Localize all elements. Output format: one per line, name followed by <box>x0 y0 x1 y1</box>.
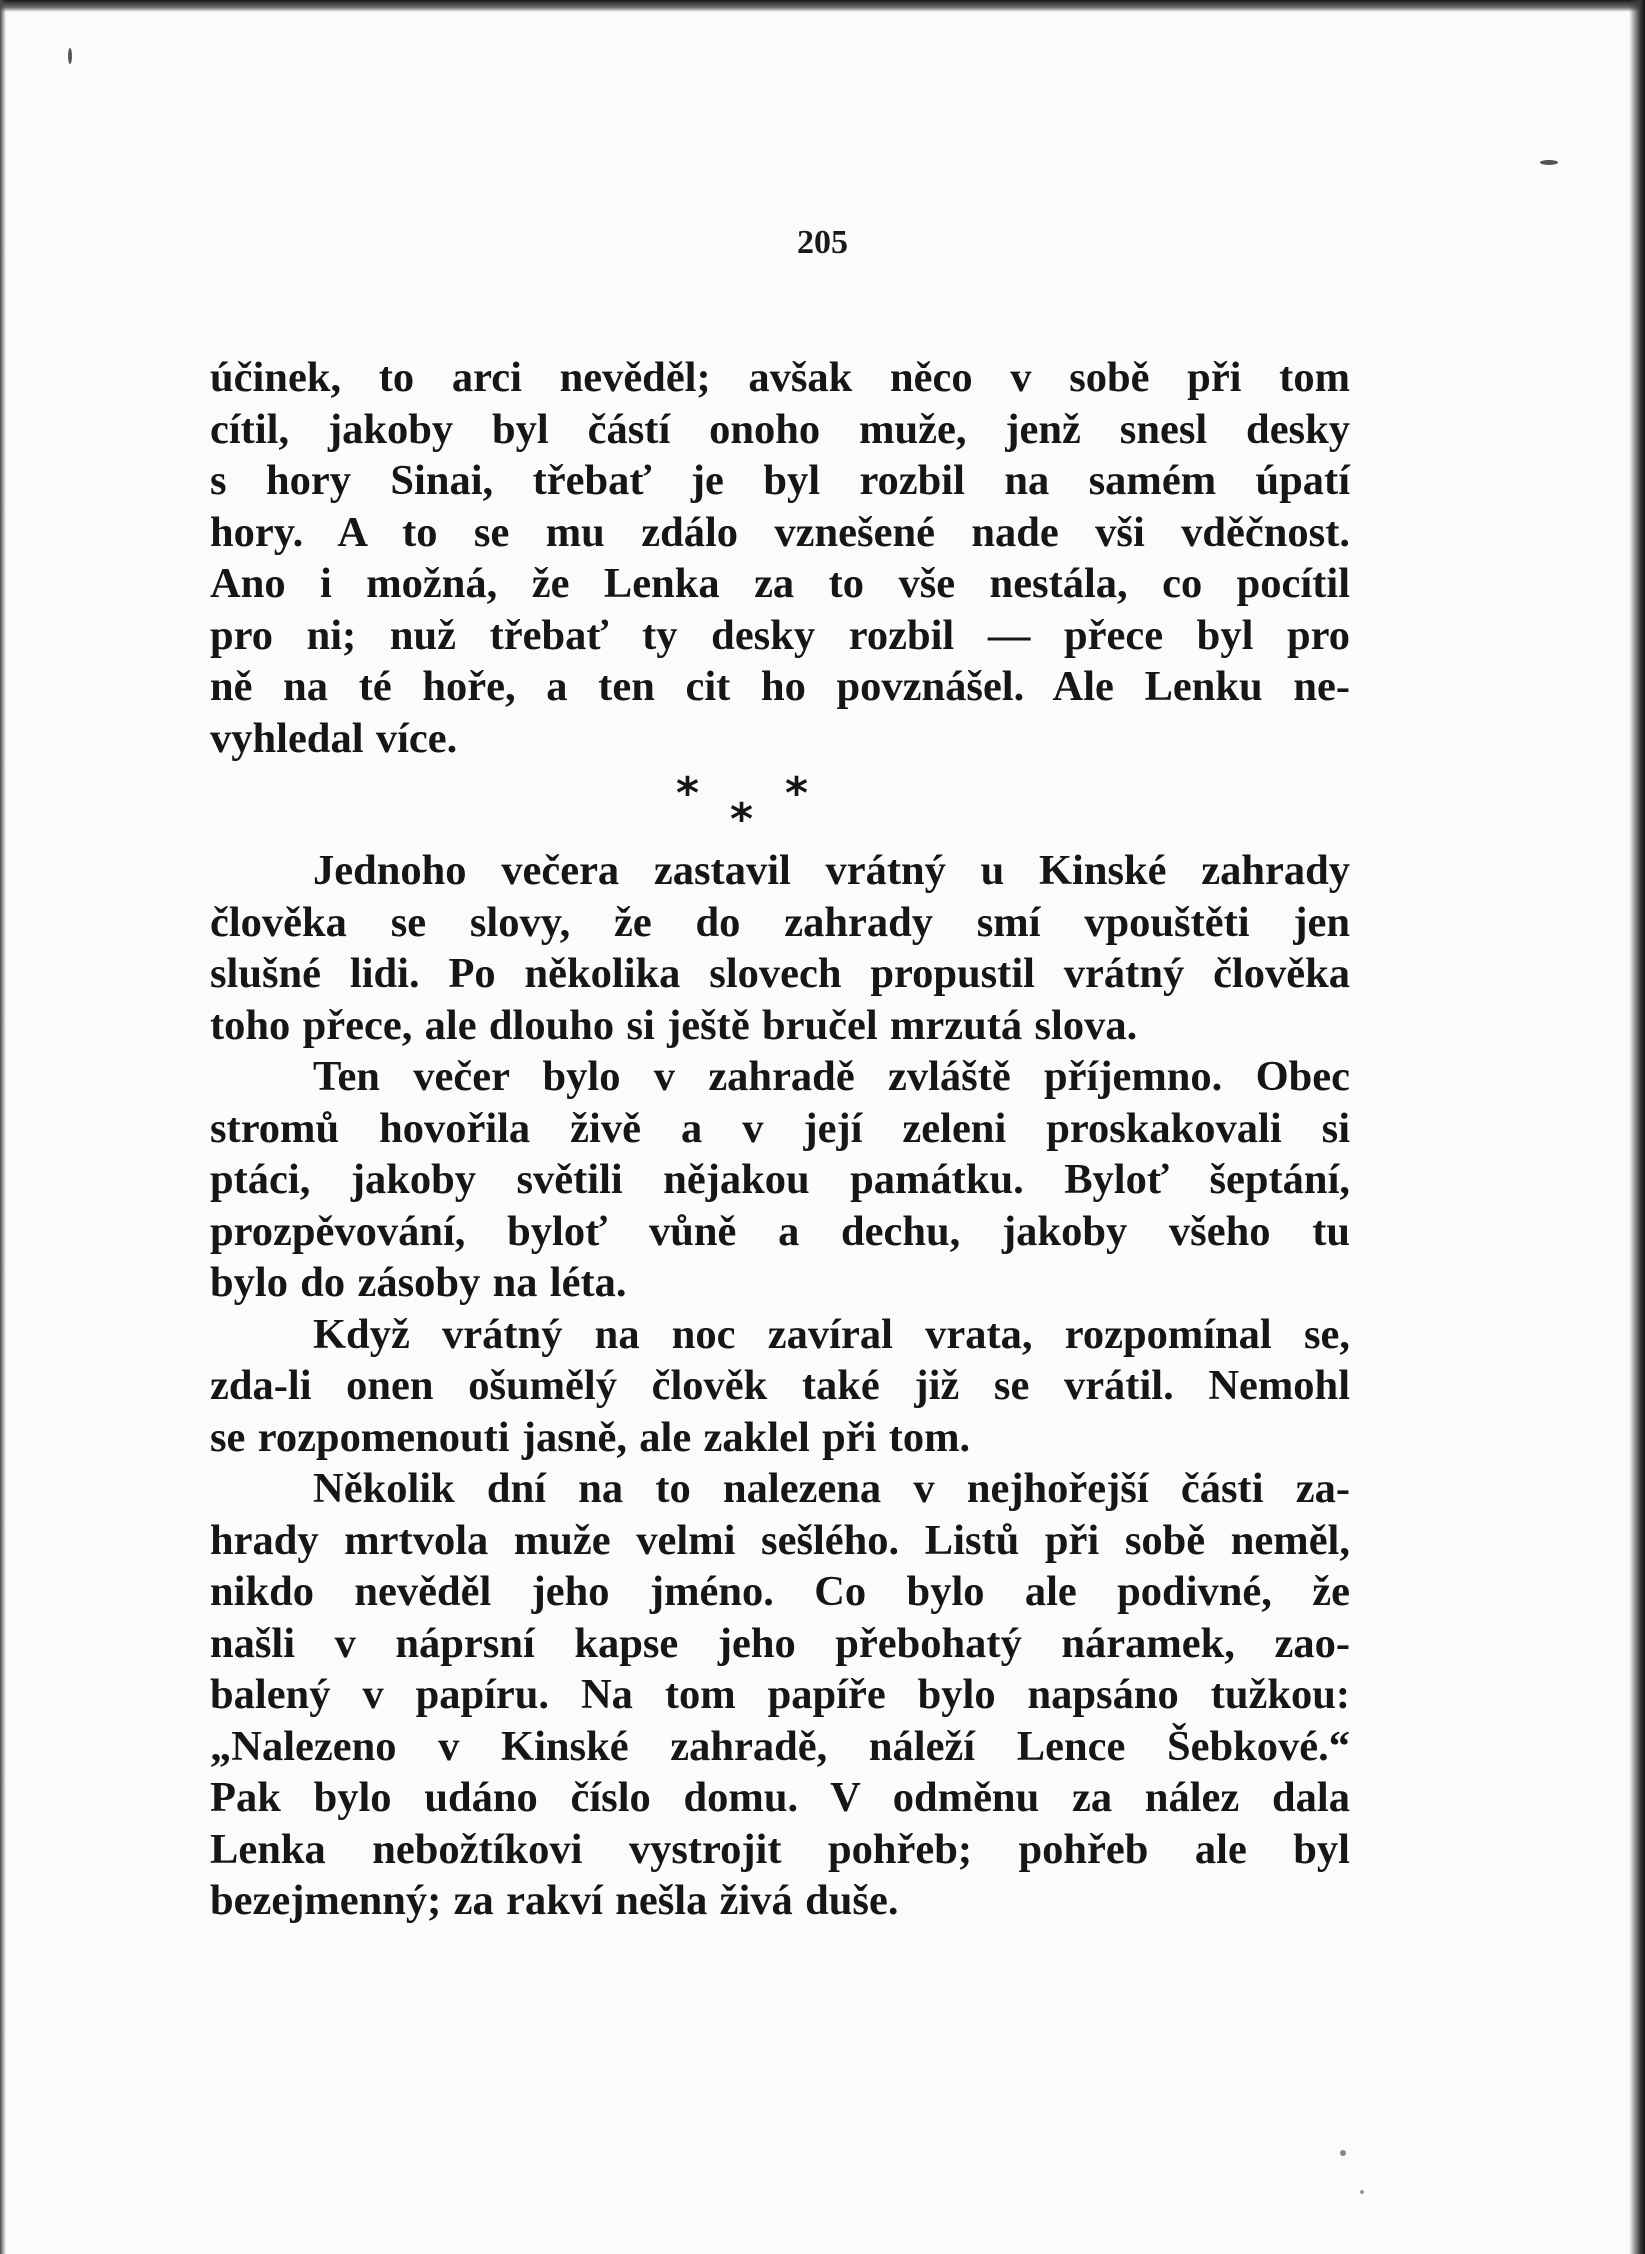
text-line: se rozpomenouti jasně, ale zaklel při tom. <box>210 1413 971 1461</box>
page-edge-left <box>0 0 6 2254</box>
asterisk-center: * <box>730 794 754 845</box>
asterisk-right: * <box>785 768 809 819</box>
asterisk-left: * <box>676 768 700 819</box>
paragraph-1 <box>210 352 1350 764</box>
text-line: Jednoho večera zastavil vrátný u Kinské zahrady <box>313 847 1350 894</box>
text-line: Ano i možná, že Lenka za to vše nestála, co pocítil <box>210 560 1350 607</box>
text-line: stromů hovořila živě a v její zeleni proskakovali si <box>210 1104 1350 1152</box>
text-line: člověka se slovy, že do zahrady smí vpouštěti jen <box>210 898 1350 946</box>
scan-speck <box>1360 2190 1364 2194</box>
text-line: našli v náprsní kapse jeho přebohatý náramek, zao- <box>210 1619 1350 1667</box>
text-line: Když vrátný na noc zavíral vrata, rozpomínal se, <box>313 1310 1350 1358</box>
text-line: hory. A to se mu zdálo vznešené nade vši vděčnost. <box>210 508 1350 556</box>
text-line: Ten večer bylo v zahradě zvláště příjemno. Obec <box>313 1053 1350 1100</box>
text-line: účinek, to arci nevěděl; avšak něco v sobě při tom <box>210 354 1350 401</box>
text-line: balený v papíru. Na tom papíře bylo napsáno tužkou: <box>210 1671 1350 1718</box>
section-separator <box>210 768 1350 845</box>
text-line: s hory Sinai, třebať je byl rozbil na samém úpatí <box>210 457 1350 504</box>
paragraph-3 <box>210 1051 1350 1309</box>
paragraph-5 <box>210 1463 1350 1927</box>
text-line: „Nalezeno v Kinské zahradě, náleží Lence Šebkové.“ <box>210 1722 1350 1770</box>
text-line: Pak bylo udáno číslo domu. V odměnu za nález dala <box>210 1774 1350 1821</box>
text-line: Lenka nebožtíkovi vystrojit pohřeb; pohřeb ale byl <box>210 1825 1350 1873</box>
text-line: toho přece, ale dlouho si ještě bručel mrzutá slova. <box>210 1001 1138 1049</box>
text-line: zda-li onen ošumělý člověk také již se vrátil. Nemohl <box>210 1362 1350 1409</box>
scan-speck <box>68 48 72 64</box>
text-line: hrady mrtvola muže velmi sešlého. Listů při sobě neměl, <box>210 1516 1350 1564</box>
text-line: vyhledal více. <box>210 714 458 762</box>
text-line: bylo do zásoby na léta. <box>210 1259 627 1306</box>
page-edge-right <box>1629 0 1645 2254</box>
text-line: prozpěvování, byloť vůně a dechu, jakoby všeho tu <box>210 1207 1350 1255</box>
text-line: Několik dní na to nalezena v nejhořejší části za- <box>313 1465 1350 1512</box>
text-line: pro ni; nuž třebať ty desky rozbil — přece byl pro <box>210 611 1350 659</box>
paragraph-2 <box>210 845 1350 1051</box>
scan-speck <box>1340 2150 1346 2156</box>
body-text <box>210 352 1350 1927</box>
text-line: nikdo nevěděl jeho jméno. Co bylo ale podivné, že <box>210 1568 1350 1615</box>
page-edge-top <box>0 0 1645 12</box>
text-line: cítil, jakoby byl částí onoho muže, jenž snesl desky <box>210 405 1350 453</box>
text-line: ně na té hoře, a ten cit ho povznášel. Ale Lenku ne- <box>210 663 1350 710</box>
text-line: ptáci, jakoby světili nějakou památku. Byloť šeptání, <box>210 1156 1350 1203</box>
scan-speck <box>1540 160 1558 165</box>
paragraph-4 <box>210 1309 1350 1464</box>
page-number: 205 <box>797 224 848 261</box>
text-line: bezejmenný; za rakví nešla živá duše. <box>210 1877 899 1924</box>
text-line: slušné lidi. Po několika slovech propustil vrátný člověka <box>210 950 1350 997</box>
